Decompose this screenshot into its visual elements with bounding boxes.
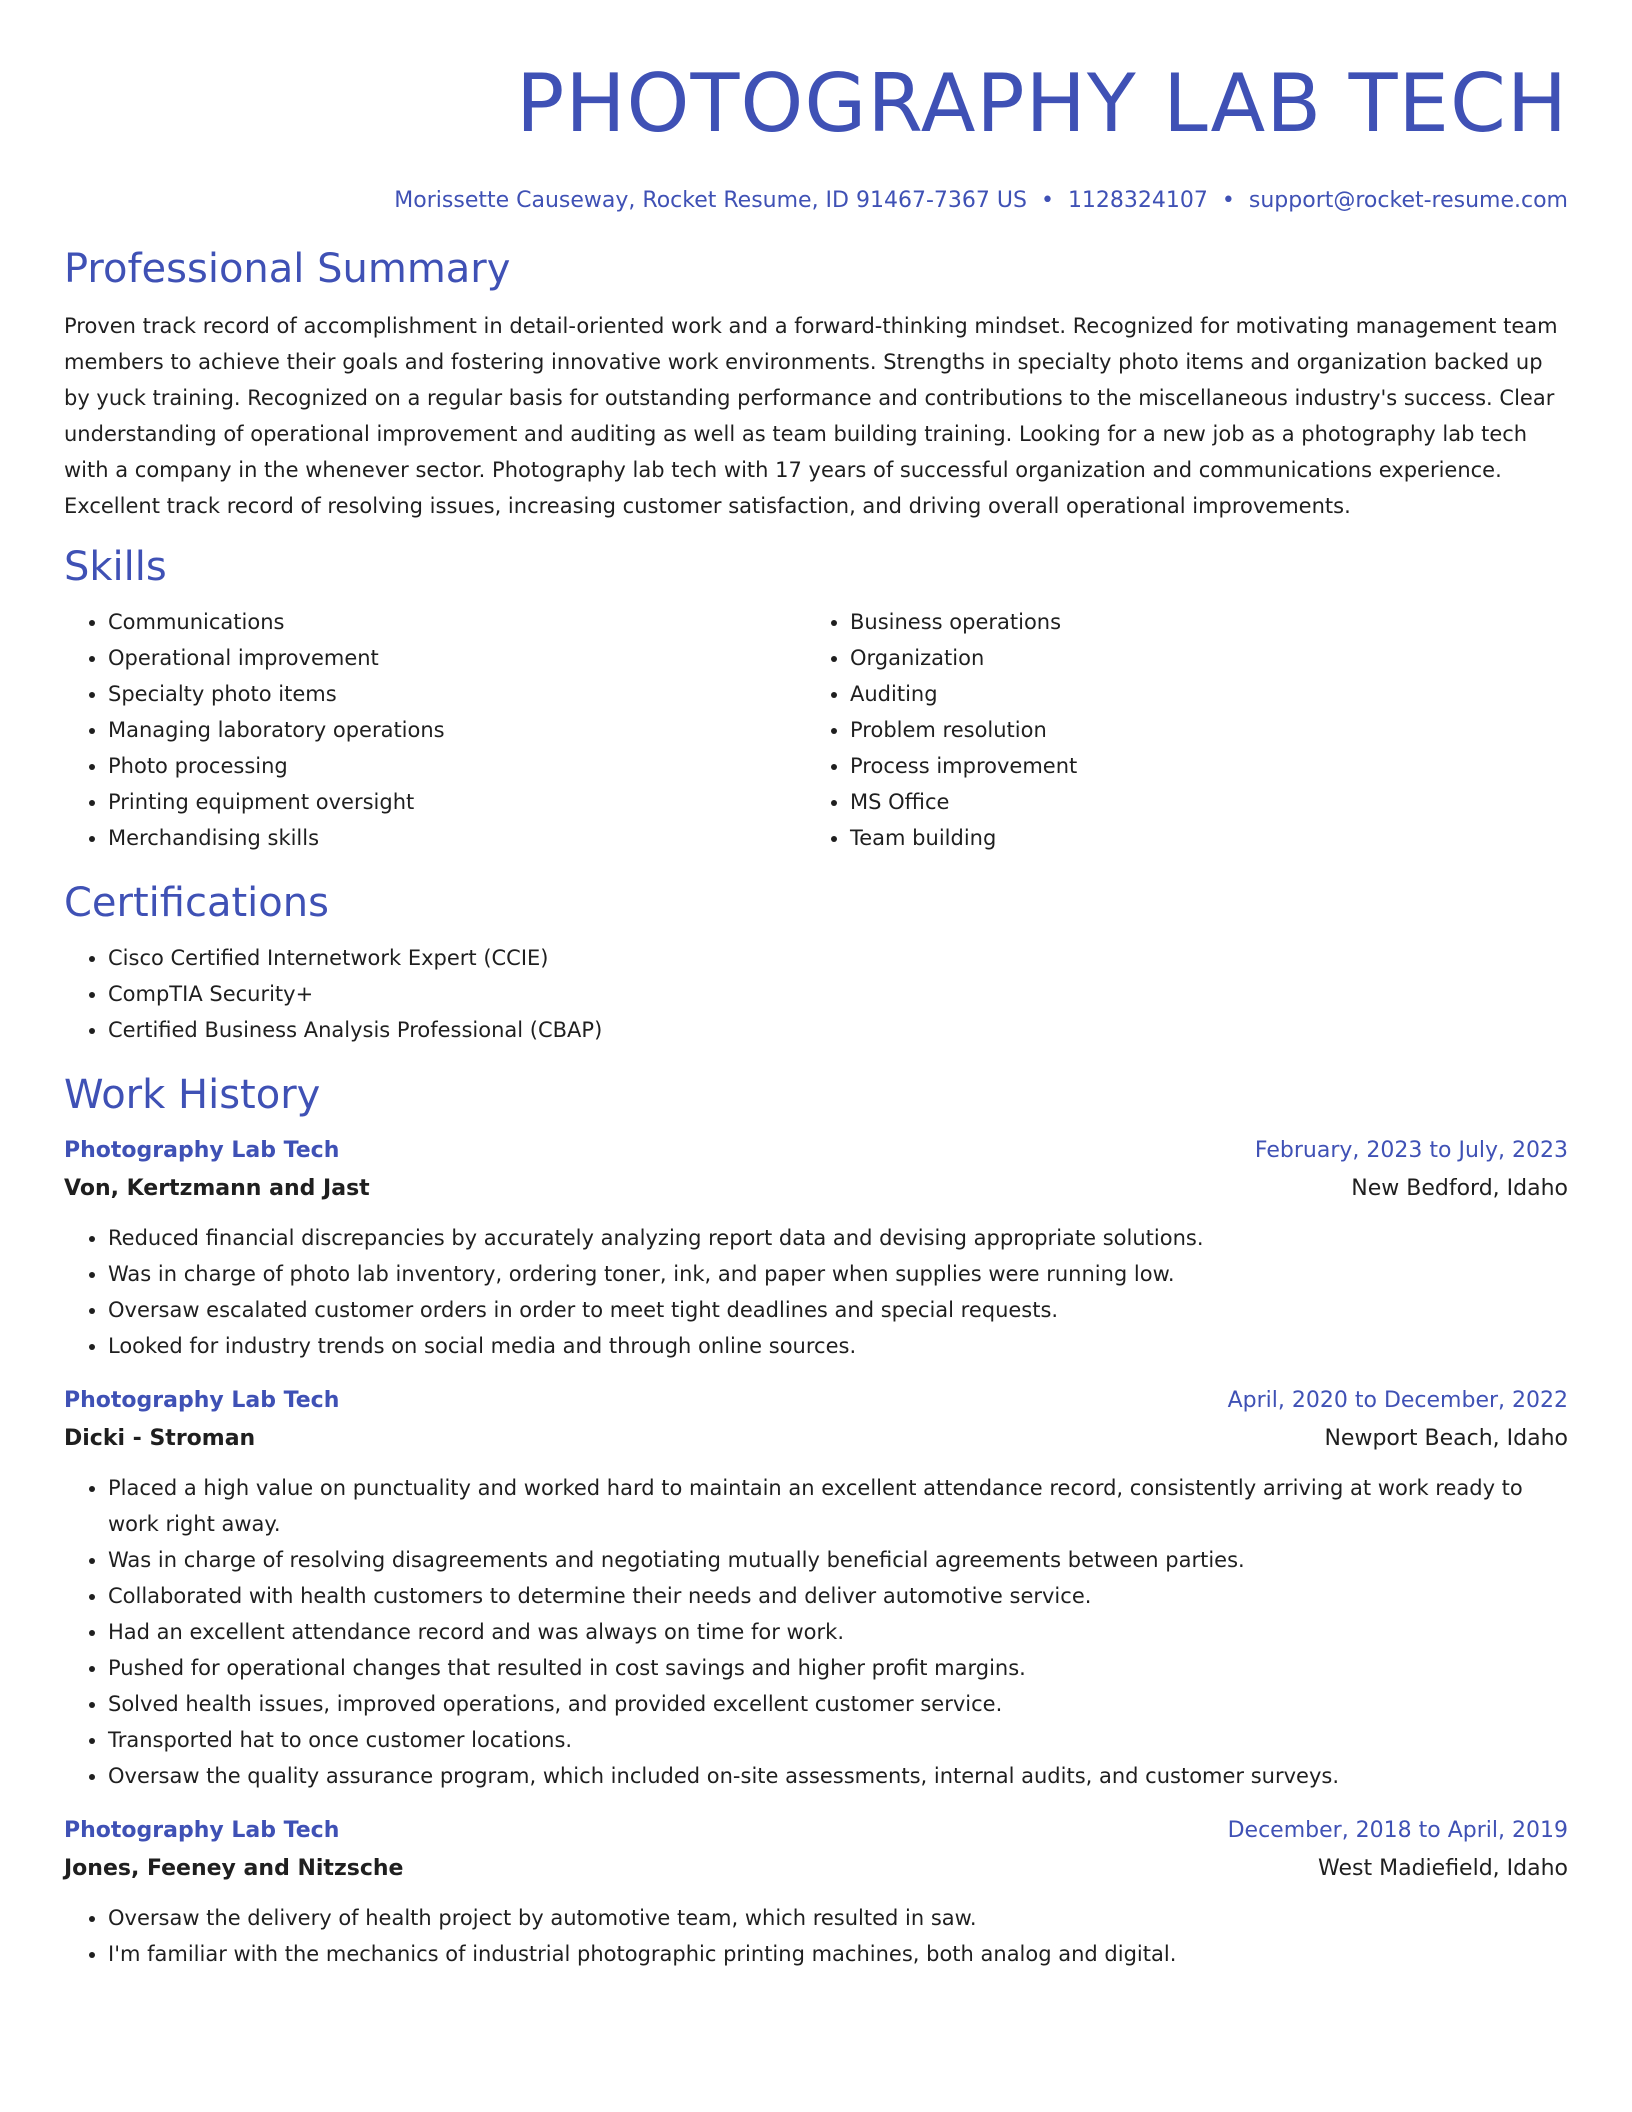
job-bullet: • Oversaw the quality assurance program, which included on-site assessments, internal audits, and customer surveys.: [108, 1758, 1568, 1794]
job-bullet: • Was in charge of photo lab inventory, ordering toner, ink, and paper when supplies were running low.: [108, 1256, 1568, 1292]
certifications-heading: Certifications: [64, 880, 329, 926]
job-company-row: [64, 1170, 1568, 1208]
skill-item: • Business operations: [850, 604, 1548, 640]
job-bullet: • Transported hat to once customer locations.: [108, 1722, 1568, 1758]
job-location: West Madiefield, Idaho: [1318, 1856, 1568, 1881]
skills-right-list: [806, 604, 1548, 856]
job-bullets: [64, 1900, 1568, 1972]
job-entry: [64, 1812, 1568, 1972]
summary-section: [64, 244, 1568, 524]
resume-title: PHOTOGRAPHY LAB TECH: [516, 57, 1568, 150]
work-history-heading: Work History: [64, 1072, 321, 1118]
summary-text: Proven track record of accomplishment in detail-oriented work and a forward-thinking mindset. Recognized for motivating management team members to achieve their goals and fostering innovative work environments. Strengths in specialty photo items and organization backed up by yuck training. Recognized on a regular basis for outstanding performance and contributions to the miscellaneous industry's success. Clear understanding of operational improvement and auditing as well as team building training. Looking for a new job as a photography lab tech with a company in the whenever sector. Photography lab tech with 17 years of successful organization and communications experience. Excellent track record of resolving issues, increasing customer satisfaction, and driving overall operational improvements.: [64, 314, 1558, 518]
job-entry: [64, 1382, 1568, 1794]
job-bullet: • Oversaw the delivery of health project by automotive team, which resulted in saw.: [108, 1900, 1568, 1936]
job-entry: [64, 1132, 1568, 1364]
job-dates: December, 2018 to April, 2019: [1227, 1818, 1568, 1843]
job-bullets: [64, 1220, 1568, 1364]
contact-address: Morissette Causeway, Rocket Resume, ID 91467-7367 US: [394, 188, 1027, 213]
job-title: Photography Lab Tech: [64, 1138, 340, 1163]
job-location: New Bedford, Idaho: [1351, 1176, 1568, 1201]
contact-separator: •: [1040, 188, 1054, 213]
job-bullet: • Looked for industry trends on social media and through online sources.: [108, 1328, 1568, 1364]
contact-separator: •: [1221, 188, 1235, 213]
job-bullet: • Placed a high value on punctuality and worked hard to maintain an excellent attendance record, consistently arriving at work ready to work right away.: [108, 1470, 1568, 1542]
skills-left-column: [64, 604, 806, 856]
job-bullet: • I'm familiar with the mechanics of industrial photographic printing machines, both analog and digital.: [108, 1936, 1568, 1972]
skill-item: • Photo processing: [108, 748, 806, 784]
job-bullet: • Collaborated with health customers to determine their needs and deliver automotive service.: [108, 1578, 1568, 1614]
job-title: Photography Lab Tech: [64, 1818, 340, 1843]
skill-item: • Organization: [850, 640, 1548, 676]
certifications-section: [64, 878, 1568, 1048]
certification-item: • CompTIA Security+: [108, 976, 1568, 1012]
job-company-row: [64, 1850, 1568, 1888]
skills-left-list: [64, 604, 806, 856]
job-header-row: [64, 1382, 1568, 1420]
contact-phone: 1128324107: [1067, 188, 1208, 213]
certification-item: • Certified Business Analysis Professional (CBAP): [108, 1012, 1568, 1048]
job-bullet: • Pushed for operational changes that resulted in cost savings and higher profit margins.: [108, 1650, 1568, 1686]
skill-item: • Problem resolution: [850, 712, 1548, 748]
job-company: Von, Kertzmann and Jast: [64, 1176, 370, 1201]
skills-heading: Skills: [64, 544, 167, 590]
job-company: Dicki - Stroman: [64, 1426, 256, 1451]
job-bullet: • Had an excellent attendance record and was always on time for work.: [108, 1614, 1568, 1650]
job-bullet: • Solved health issues, improved operations, and provided excellent customer service.: [108, 1686, 1568, 1722]
certifications-list: [64, 940, 1568, 1048]
job-dates: February, 2023 to July, 2023: [1254, 1138, 1568, 1163]
job-location: Newport Beach, Idaho: [1324, 1426, 1568, 1451]
work-history-section: [64, 1070, 1568, 1972]
contact-email: support@rocket-resume.com: [1248, 188, 1568, 213]
skills-section: [64, 542, 1568, 856]
job-title: Photography Lab Tech: [64, 1388, 340, 1413]
skill-item: • MS Office: [850, 784, 1548, 820]
job-bullet: • Oversaw escalated customer orders in order to meet tight deadlines and special requests.: [108, 1292, 1568, 1328]
skill-item: • Communications: [108, 604, 806, 640]
skills-right-column: [806, 604, 1548, 856]
contact-line: [64, 186, 1568, 216]
job-bullet: • Was in charge of resolving disagreements and negotiating mutually beneficial agreements between parties.: [108, 1542, 1568, 1578]
certification-item: • Cisco Certified Internetwork Expert (CCIE): [108, 940, 1568, 976]
skills-columns: [64, 604, 1568, 856]
job-header-row: [64, 1812, 1568, 1850]
skill-item: • Team building: [850, 820, 1548, 856]
skill-item: • Specialty photo items: [108, 676, 806, 712]
skill-item: • Managing laboratory operations: [108, 712, 806, 748]
job-bullets: [64, 1470, 1568, 1794]
skill-item: • Process improvement: [850, 748, 1548, 784]
skill-item: • Operational improvement: [108, 640, 806, 676]
job-header-row: [64, 1132, 1568, 1170]
job-company-row: [64, 1420, 1568, 1458]
job-bullet: • Reduced financial discrepancies by accurately analyzing report data and devising appropriate solutions.: [108, 1220, 1568, 1256]
job-company: Jones, Feeney and Nitzsche: [64, 1856, 404, 1881]
skill-item: • Merchandising skills: [108, 820, 806, 856]
summary-heading: Professional Summary: [64, 246, 511, 292]
job-dates: April, 2020 to December, 2022: [1227, 1388, 1568, 1413]
skill-item: • Auditing: [850, 676, 1548, 712]
skill-item: • Printing equipment oversight: [108, 784, 806, 820]
